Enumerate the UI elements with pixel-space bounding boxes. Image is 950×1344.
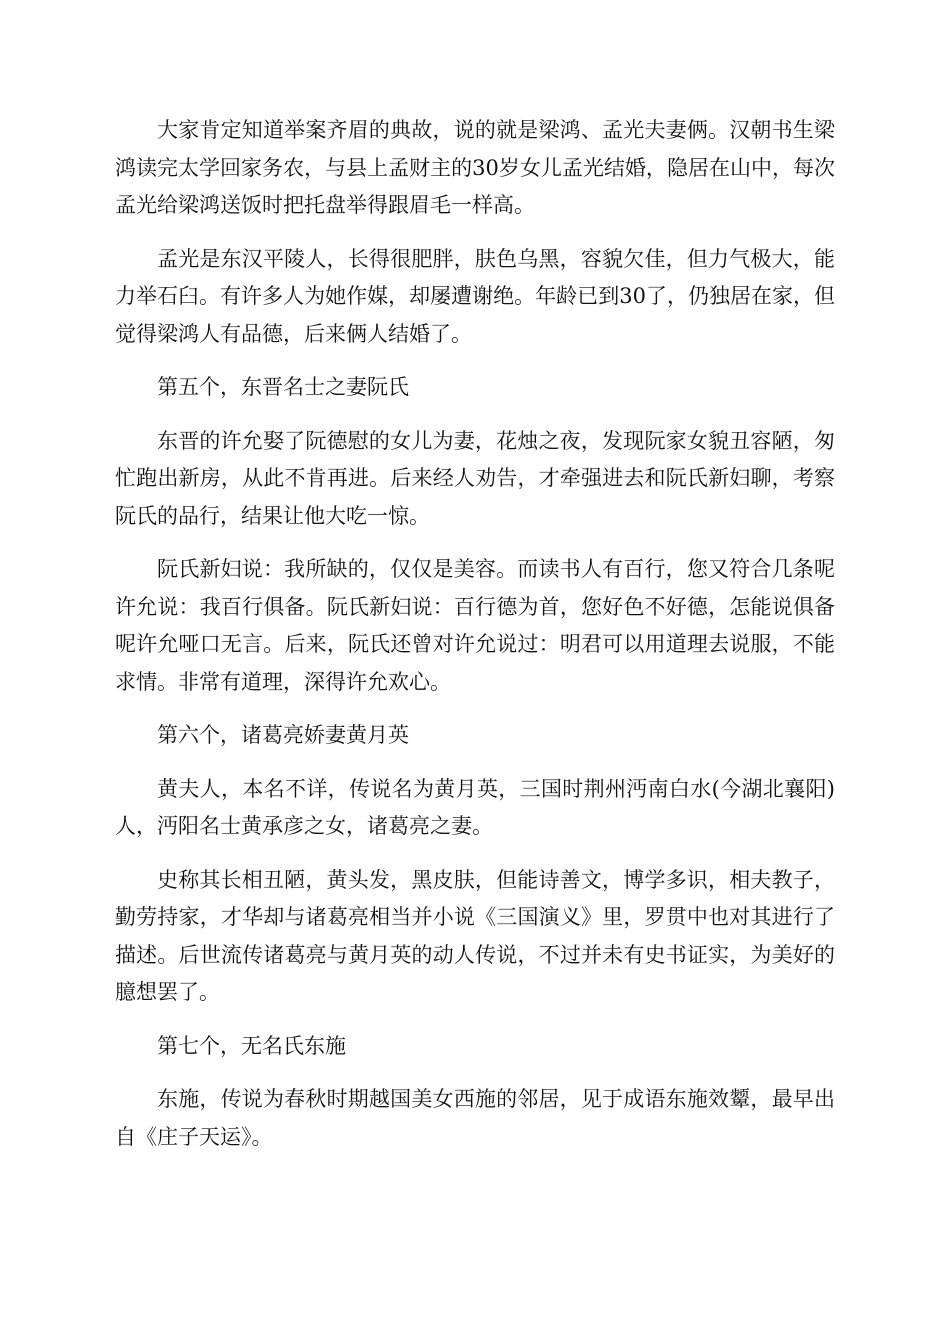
paragraph-dong-shi: 东施，传说为春秋时期越国美女西施的邻居，见于成语东施效颦，最早出自《庄子天运》。 [115, 1087, 835, 1149]
paragraph-meng-guang-description: 孟光是东汉平陵人，长得很肥胖，肤色乌黑，容貌欠佳，但力气极大，能力举石臼。有许多人为她作媒，却屡遭谢绝。年龄已到30了，仍独居在家，但觉得梁鸿人有品德，后来俩人结婚了。 [115, 246, 835, 346]
paragraph-liang-hong-meng-guang: 大家肯定知道举案齐眉的典故，说的就是梁鸿、孟光夫妻俩。汉朝书生梁鸿读完太学回家务农，与县上孟财主的30岁女儿孟光结婚，隐居在山中，每次孟光给梁鸿送饭时把托盘举得跟眉毛一样高。 [115, 118, 835, 217]
paragraph-ruan-dialogue: 阮氏新妇说：我所缺的，仅仅是美容。而读书人有百行，您又符合几条呢许允说：我百行俱备。阮氏新妇说：百行德为首，您好色不好德，怎能说俱备呢许允哑口无言。后来，阮氏还曾对许允说过：明君可以用道理去说服，不能求情。非常有道理，深得许允欢心。 [115, 557, 835, 694]
paragraph-xu-yun-marriage: 东晋的许允娶了阮德慰的女儿为妻，花烛之夜，发现阮家女貌丑容陋，匆忙跑出新房，从此不肯再进。后来经人劝告，才牵强进去和阮氏新妇聊，考察阮氏的品行，结果让他大吃一惊。 [115, 428, 835, 528]
paragraph-huang-description: 史称其长相丑陋，黄头发，黑皮肤，但能诗善文，博学多识，相夫教子，勤劳持家，才华却与诸葛亮相当并小说《三国演义》里，罗贯中也对其进行了描述。后世流传诸葛亮与黄月英的动人传说，不过并未有史书证实，为美好的臆想罢了。 [115, 867, 835, 1004]
section-heading-fifth: 第五个，东晋名士之妻阮氏 [157, 375, 409, 399]
document-page [115, 112, 835, 1172]
section-heading-seventh: 第七个，无名氏东施 [157, 1033, 346, 1058]
section-heading-sixth: 第六个，诸葛亮娇妻黄月英 [157, 723, 409, 747]
paragraph-huang-introduction: 黄夫人，本名不详，传说名为黄月英，三国时荆州沔南白水(今湖北襄阳)人，沔阳名士黄承彦之女，诸葛亮之妻。 [115, 776, 835, 838]
